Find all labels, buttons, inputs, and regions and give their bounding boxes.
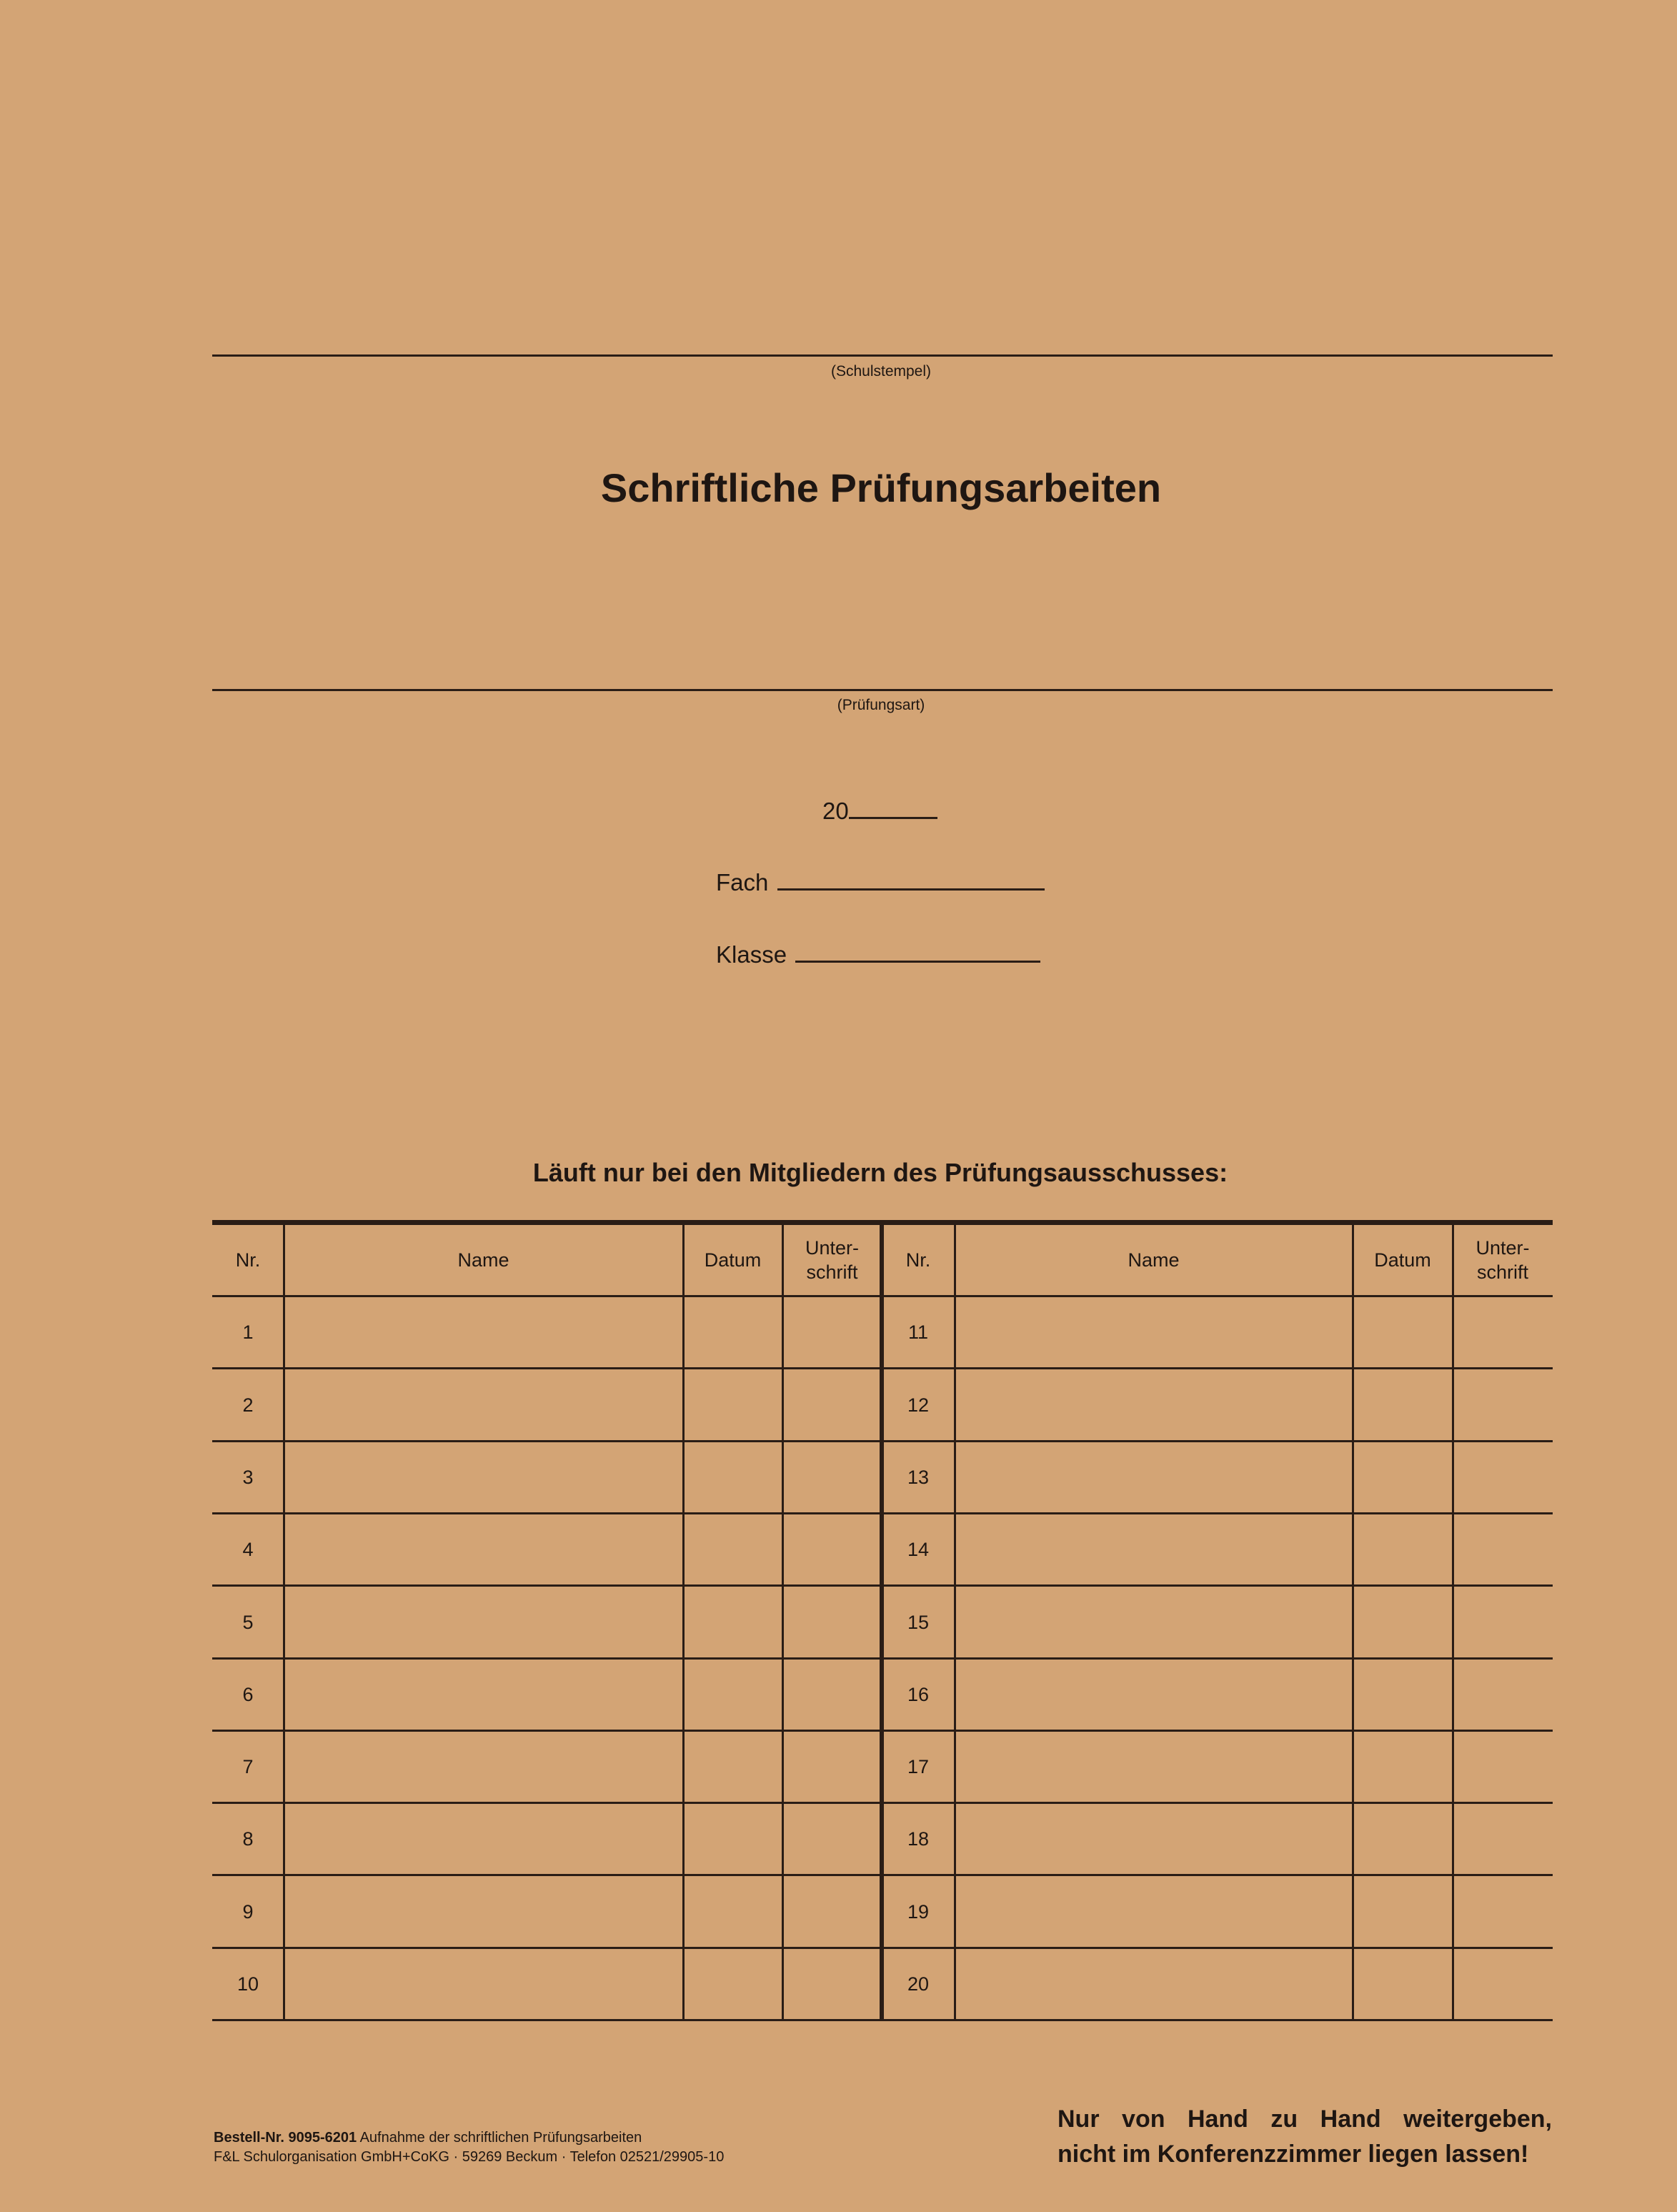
date-cell[interactable] — [683, 1876, 782, 1947]
order-number: Bestell-Nr. 9095-6201 — [214, 2130, 357, 2146]
handling-notice — [1058, 2102, 1552, 2172]
subject-field[interactable] — [716, 869, 1045, 896]
row-number-text: 12 — [907, 1394, 930, 1416]
name-cell[interactable] — [955, 1876, 1353, 1947]
date-cell[interactable] — [683, 1732, 782, 1802]
row-number-text: 14 — [907, 1539, 930, 1560]
row-number-text: 18 — [907, 1828, 930, 1850]
signature-cell[interactable] — [782, 1442, 882, 1512]
signature-cell[interactable] — [1453, 1660, 1553, 1730]
handling-notice-line1: Nur von Hand zu Hand weitergeben, — [1058, 2106, 1552, 2133]
date-cell[interactable] — [1353, 1297, 1453, 1367]
signature-cell[interactable] — [1453, 1514, 1553, 1584]
row-number — [882, 1732, 955, 1802]
name-cell[interactable] — [955, 1949, 1353, 2019]
name-cell[interactable] — [955, 1514, 1353, 1584]
row-number-text: 11 — [907, 1321, 929, 1343]
signature-cell[interactable] — [1453, 1804, 1553, 1874]
signature-cell[interactable] — [782, 1369, 882, 1440]
row-number-text: 2 — [242, 1394, 254, 1416]
date-cell[interactable] — [683, 1514, 782, 1584]
date-cell[interactable] — [1353, 1442, 1453, 1512]
year-blank[interactable] — [849, 816, 937, 819]
name-cell[interactable] — [284, 1804, 683, 1874]
name-cell[interactable] — [284, 1876, 683, 1947]
name-cell[interactable] — [955, 1442, 1353, 1512]
date-cell[interactable] — [1353, 1804, 1453, 1874]
header-nr-right-text: Nr. — [905, 1249, 931, 1271]
signature-cell[interactable] — [782, 1732, 882, 1802]
row-number — [212, 1587, 284, 1657]
name-cell[interactable] — [955, 1369, 1353, 1440]
name-cell[interactable] — [955, 1297, 1353, 1367]
name-cell[interactable] — [284, 1514, 683, 1584]
signature-cell[interactable] — [782, 1297, 882, 1367]
row-number — [212, 1297, 284, 1367]
row-number — [882, 1949, 955, 2019]
date-cell[interactable] — [1353, 1514, 1453, 1584]
date-cell[interactable] — [683, 1949, 782, 2019]
header-unterschrift-text: schrift — [806, 1261, 858, 1283]
row-number-text: 13 — [907, 1467, 930, 1488]
document-title: Schriftliche Prüfungsarbeiten — [600, 465, 1162, 510]
signature-cell[interactable] — [1453, 1369, 1553, 1440]
row-number — [882, 1876, 955, 1947]
row-number-text: 9 — [242, 1900, 254, 1923]
header-datum-left-text: Datum — [704, 1249, 762, 1271]
name-cell[interactable] — [955, 1732, 1353, 1802]
handling-notice-line2: nicht im Konferenzzimmer liegen lassen! — [1058, 2141, 1529, 2168]
header-name-right — [955, 1225, 1353, 1295]
signature-cell[interactable] — [1453, 1297, 1553, 1367]
header-unterschrift-left — [782, 1225, 882, 1295]
row-number — [882, 1369, 955, 1440]
header-nr-left-text: Nr. — [235, 1249, 261, 1271]
name-cell[interactable] — [284, 1297, 683, 1367]
year-prefix: 20 — [822, 798, 849, 824]
class-field[interactable] — [716, 941, 1040, 968]
row-number — [882, 1660, 955, 1730]
row-number — [212, 1876, 284, 1947]
row-number — [882, 1297, 955, 1367]
header-unterschrift-text: Unter- — [1476, 1237, 1530, 1259]
name-cell[interactable] — [284, 1732, 683, 1802]
date-cell[interactable] — [683, 1804, 782, 1874]
circulation-heading: Läuft nur bei den Mitgliedern des Prüfungsausschusses: — [532, 1158, 1228, 1187]
signature-cell[interactable] — [1453, 1876, 1553, 1947]
signature-cell[interactable] — [782, 1514, 882, 1584]
exam-type-line[interactable] — [212, 689, 1553, 691]
date-cell[interactable] — [1353, 1587, 1453, 1657]
date-cell[interactable] — [683, 1442, 782, 1512]
row-number — [212, 1660, 284, 1730]
date-cell[interactable] — [1353, 1660, 1453, 1730]
row-number-text: 10 — [237, 1973, 259, 1995]
signature-cell[interactable] — [782, 1587, 882, 1657]
signature-cell[interactable] — [1453, 1732, 1553, 1802]
row-number — [212, 1514, 284, 1584]
row-number-text: 20 — [907, 1973, 930, 1995]
header-unterschrift-text: schrift — [1476, 1261, 1528, 1283]
subject-label: Fach — [716, 869, 769, 896]
name-cell[interactable] — [284, 1442, 683, 1512]
date-cell[interactable] — [1353, 1876, 1453, 1947]
row-number-text: 3 — [242, 1467, 254, 1488]
row-number-text: 15 — [907, 1611, 930, 1633]
class-blank[interactable] — [795, 960, 1040, 963]
row-number — [882, 1804, 955, 1874]
name-cell[interactable] — [284, 1660, 683, 1730]
header-datum-right — [1353, 1225, 1453, 1295]
publisher-line: F&L Schulorganisation GmbH+CoKG · 59269 Beckum · Telefon 02521/29905-10 — [214, 2149, 725, 2165]
signature-cell[interactable] — [782, 1876, 882, 1947]
date-cell[interactable] — [1353, 1732, 1453, 1802]
row-number — [882, 1442, 955, 1512]
class-label: Klasse — [716, 941, 787, 968]
row-number — [212, 1442, 284, 1512]
name-cell[interactable] — [284, 1369, 683, 1440]
row-number-text: 17 — [907, 1756, 930, 1777]
row-number-text: 1 — [242, 1321, 254, 1343]
name-cell[interactable] — [284, 1587, 683, 1657]
header-nr-left — [212, 1225, 284, 1295]
row-number-text: 16 — [907, 1684, 930, 1705]
header-name-right-text: Name — [1128, 1249, 1180, 1271]
row-number — [882, 1587, 955, 1657]
row-number-text: 19 — [907, 1900, 930, 1923]
school-stamp-line[interactable] — [212, 354, 1553, 357]
name-cell[interactable] — [955, 1660, 1353, 1730]
date-cell[interactable] — [683, 1660, 782, 1730]
header-datum-left — [683, 1225, 782, 1295]
header-unterschrift-right — [1453, 1225, 1553, 1295]
date-cell[interactable] — [1353, 1949, 1453, 2019]
row-number-text: 4 — [242, 1539, 254, 1560]
header-unterschrift-text: Unter- — [805, 1237, 859, 1259]
order-description: Aufnahme der schriftlichen Prüfungsarbeiten — [359, 2130, 642, 2146]
row-number-text: 8 — [242, 1828, 254, 1850]
school-stamp-caption: (Schulstempel) — [830, 363, 932, 380]
header-nr-right — [882, 1225, 955, 1295]
name-cell[interactable] — [955, 1804, 1353, 1874]
signature-cell[interactable] — [1453, 1949, 1553, 2019]
row-number — [212, 1732, 284, 1802]
name-cell[interactable] — [955, 1587, 1353, 1657]
row-number-text: 5 — [242, 1611, 254, 1633]
header-datum-right-text: Datum — [1374, 1249, 1431, 1271]
row-number — [212, 1949, 284, 2019]
date-cell[interactable] — [683, 1297, 782, 1367]
row-number-text: 7 — [242, 1756, 254, 1777]
row-number — [212, 1804, 284, 1874]
order-info — [214, 2128, 724, 2167]
name-cell[interactable] — [284, 1949, 683, 2019]
subject-blank[interactable] — [777, 888, 1045, 891]
order-line — [214, 2128, 724, 2148]
signature-cell[interactable] — [1453, 1587, 1553, 1657]
header-name-left-text: Name — [457, 1249, 509, 1271]
date-cell[interactable] — [683, 1587, 782, 1657]
date-cell[interactable] — [683, 1369, 782, 1440]
date-cell[interactable] — [1353, 1369, 1453, 1440]
header-name-left — [284, 1225, 683, 1295]
row-number-text: 6 — [242, 1684, 254, 1705]
row-number — [882, 1514, 955, 1584]
signature-cell[interactable] — [782, 1660, 882, 1730]
year-field[interactable] — [822, 798, 937, 825]
signature-cell[interactable] — [1453, 1442, 1553, 1512]
exam-type-caption: (Prüfungsart) — [837, 697, 925, 713]
row-number — [212, 1369, 284, 1440]
signature-cell[interactable] — [782, 1949, 882, 2019]
signature-cell[interactable] — [782, 1804, 882, 1874]
